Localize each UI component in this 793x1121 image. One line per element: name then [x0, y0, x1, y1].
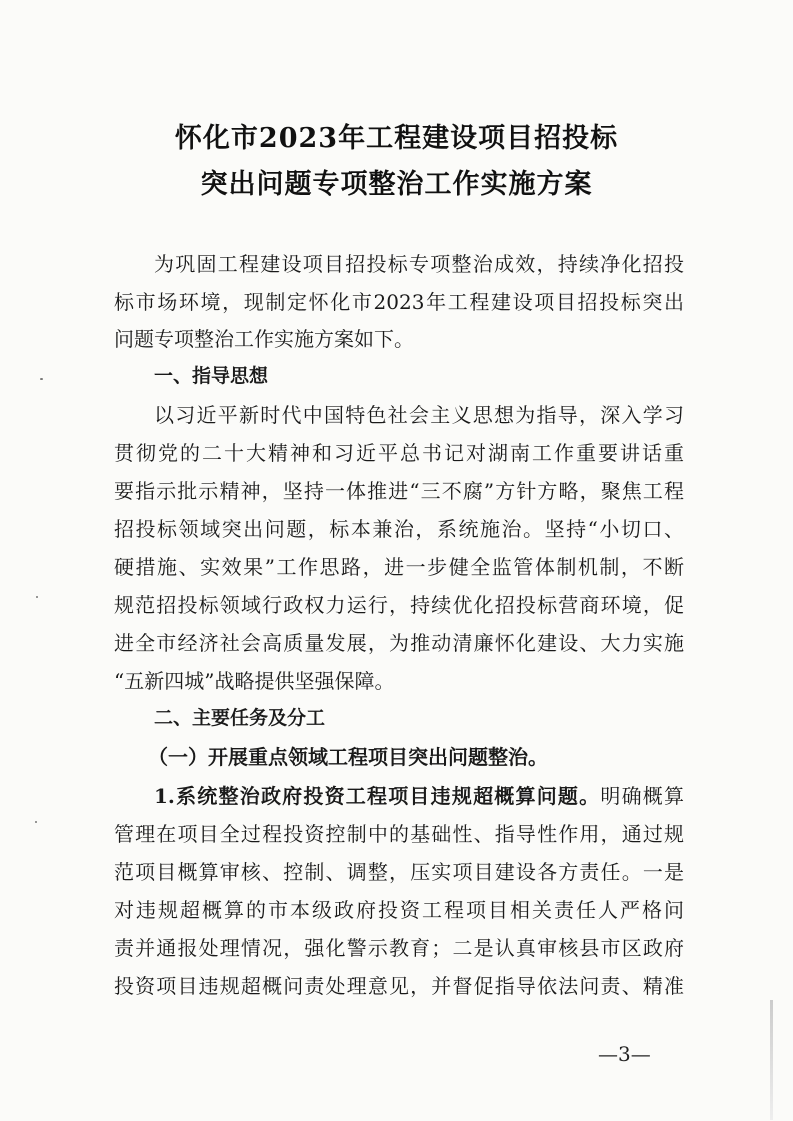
- item-1-first-line: [154, 780, 684, 809]
- section-1-line-6: 规范招投标领域行政权力运行，持续优化招投标营商环境，促: [114, 593, 684, 617]
- intro-line-3: 问题专项整治工作实施方案如下。: [114, 327, 414, 351]
- subsection-1-heading: （一）开展重点领域工程项目突出问题整治。: [148, 745, 548, 769]
- scan-speck: [35, 821, 37, 823]
- section-1-line-7: 进全市经济社会高质量发展，为推动清廉怀化建设、大力实施: [114, 631, 684, 655]
- section-1-line-2: 贯彻党的二十大精神和习近平总书记对湖南工作重要讲话重: [114, 441, 684, 465]
- item-1-line-5: 责并通报处理情况，强化警示教育；二是认真审核县市区政府: [114, 936, 684, 960]
- item-1-line-6: 投资项目违规超概问责处理意见，并督促指导依法问责、精准: [114, 974, 684, 998]
- item-1-line-2: 管理在项目全过程投资控制中的基础性、指导性作用，通过规: [114, 822, 684, 846]
- section-1-line-5: 硬措施、实效果”工作思路，进一步健全监管体制机制，不断: [114, 555, 684, 579]
- section-2-heading: 二、主要任务及分工: [154, 707, 326, 729]
- item-1-title: 1.系统整治政府投资工程项目违规超概算问题。: [154, 784, 601, 808]
- scan-edge-shadow: [770, 1000, 773, 1120]
- page-number: —3—: [598, 1042, 651, 1066]
- document-title-line-1: 怀化市2023年工程建设项目招投标: [174, 123, 619, 154]
- section-1-heading: 一、指导思想: [154, 365, 269, 387]
- section-1-line-4: 招投标领域突出问题，标本兼治，系统施治。坚持“小切口、: [114, 517, 684, 541]
- scan-speck: [40, 378, 43, 380]
- item-1-line-3: 范项目概算审核、控制、调整，压实项目建设各方责任。一是: [114, 860, 684, 884]
- item-1-line-4: 对违规超概算的市本级政府投资工程项目相关责任人严格问: [114, 898, 684, 922]
- document-title-line-2: 突出问题专项整治工作实施方案: [200, 169, 593, 200]
- section-1-line-1: 以习近平新时代中国特色社会主义思想为指导，深入学习: [154, 403, 684, 427]
- scan-speck: [36, 596, 38, 598]
- section-1-line-3: 要指示批示精神，坚持一体推进“三不腐”方针方略，聚焦工程: [114, 479, 684, 503]
- intro-line-2: 标市场环境，现制定怀化市2023年工程建设项目招投标突出: [114, 290, 684, 314]
- section-1-line-8: “五新四城”战略提供坚强保障。: [114, 669, 395, 693]
- intro-line-1: 为巩固工程建设项目招投标专项整治成效，持续净化招投: [154, 252, 684, 276]
- item-1-first-line-rest: 明确概算: [600, 784, 684, 808]
